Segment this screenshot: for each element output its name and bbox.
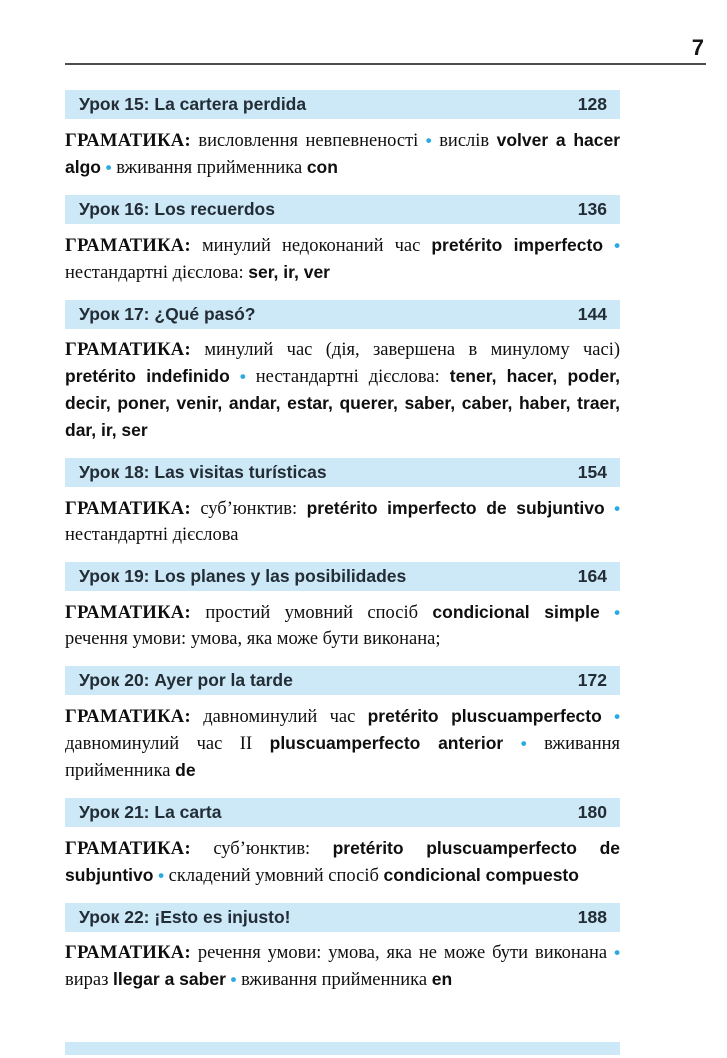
toc-section xyxy=(65,300,620,444)
grammar-text: нестандартні дієслова xyxy=(65,525,239,545)
grammar-term: pretérito pluscuamperfecto de subjuntivo xyxy=(65,838,620,885)
grammar-text: давноминулий час II xyxy=(65,734,253,754)
grammar-description xyxy=(65,232,620,286)
grammar-description xyxy=(65,495,620,548)
grammar-term: condicional simple xyxy=(432,602,600,622)
lesson-title: Урок 15: La cartera perdida xyxy=(79,94,307,114)
toc-section xyxy=(65,90,620,181)
bullet-separator: • xyxy=(105,158,112,177)
toc-section xyxy=(65,195,620,286)
bullet-separator: • xyxy=(158,866,165,885)
lesson-page-number: 154 xyxy=(577,462,607,482)
grammar-term: con xyxy=(306,157,338,177)
lesson-page-number: 180 xyxy=(577,802,607,822)
lesson-header-bar xyxy=(65,798,620,827)
grammar-text: речення умови: умова, яка не може бути виконана xyxy=(197,943,608,963)
lesson-page-number: 188 xyxy=(577,907,607,927)
grammar-label: ГРАМАТИКА: xyxy=(65,943,191,963)
lesson-page-number: 144 xyxy=(577,304,607,324)
toc-section xyxy=(65,458,620,548)
grammar-label: ГРАМАТИКА: xyxy=(65,340,191,360)
lesson-title: Урок 18: Las visitas turísticas xyxy=(79,462,327,482)
grammar-description xyxy=(65,940,620,993)
bullet-separator: • xyxy=(614,603,621,622)
grammar-label: ГРАМАТИКА: xyxy=(65,839,191,859)
bullet-separator: • xyxy=(520,734,527,753)
grammar-text: вираз xyxy=(65,970,109,990)
toc-section xyxy=(65,903,620,993)
lesson-header-bar xyxy=(65,562,620,591)
lesson-page-number: 164 xyxy=(577,566,607,586)
grammar-text: суб’юнктив: xyxy=(200,499,298,519)
lesson-title: Урок 21: La carta xyxy=(79,802,222,822)
lesson-title: Урок 20: Ayer por la tarde xyxy=(79,670,293,690)
grammar-label: ГРАМАТИКА: xyxy=(65,236,191,256)
grammar-text: речення умови: умова, яка може бути виконана; xyxy=(65,629,441,649)
toc-section xyxy=(65,562,620,652)
grammar-term: llegar a saber xyxy=(113,969,226,989)
grammar-term: pretérito imperfecto de subjuntivo xyxy=(306,498,605,518)
bullet-separator: • xyxy=(425,131,432,150)
grammar-text: суб’юнктив: xyxy=(213,839,311,859)
grammar-text: вислів xyxy=(439,131,490,151)
bullet-separator: • xyxy=(614,236,621,255)
lesson-title: Урок 16: Los recuerdos xyxy=(79,199,275,219)
bullet-separator: • xyxy=(614,707,621,726)
grammar-label: ГРАМАТИКА: xyxy=(65,499,191,519)
bullet-separator: • xyxy=(239,367,246,386)
grammar-text: вживання прийменника xyxy=(65,734,621,781)
toc-section xyxy=(65,798,620,889)
grammar-text: минулий недоконаний час xyxy=(201,236,421,256)
grammar-label: ГРАМАТИКА: xyxy=(65,603,191,623)
grammar-description xyxy=(65,835,620,889)
grammar-text: нестандартні дієслова: xyxy=(255,367,440,387)
grammar-term: de xyxy=(175,760,196,780)
bullet-separator: • xyxy=(614,943,621,962)
grammar-description xyxy=(65,599,620,652)
lesson-title: Урок 22: ¡Esto es injusto! xyxy=(79,907,291,927)
page-header xyxy=(65,36,706,65)
grammar-description xyxy=(65,337,620,444)
grammar-term: pretérito indefinido xyxy=(65,366,230,386)
grammar-term: volver a hacer algo xyxy=(65,130,621,177)
grammar-term: pluscuamperfecto anterior xyxy=(269,733,504,753)
next-lesson-bar-partial xyxy=(65,1042,620,1055)
grammar-label: ГРАМАТИКА: xyxy=(65,131,191,151)
grammar-description xyxy=(65,127,620,181)
page-number: 7 xyxy=(691,35,704,60)
grammar-text: висловлення невпевненості xyxy=(198,131,419,151)
grammar-term: tener, hacer, poder, decir, poner, venir, andar, estar, querer, saber, caber, haber, traer, dar, ir, ser xyxy=(65,366,620,440)
toc-section xyxy=(65,666,620,784)
grammar-term: ser, ir, ver xyxy=(248,262,330,282)
lesson-header-bar xyxy=(65,666,620,695)
lesson-header-bar xyxy=(65,903,620,932)
grammar-text: простий умовний спосіб xyxy=(205,603,419,623)
grammar-label: ГРАМАТИКА: xyxy=(65,707,191,727)
lesson-header-bar xyxy=(65,300,620,329)
grammar-term: en xyxy=(431,969,453,989)
lesson-page-number: 128 xyxy=(577,94,607,114)
grammar-text: вживання прийменника xyxy=(241,970,428,990)
grammar-text: минулий час (дія, завершена в минулому часі) xyxy=(204,340,621,360)
grammar-text: нестандартні дієслова: xyxy=(65,263,244,283)
bullet-separator: • xyxy=(230,970,237,989)
lesson-header-bar xyxy=(65,195,620,224)
grammar-text: складений умовний спосіб xyxy=(168,866,379,886)
grammar-term: pretérito imperfecto xyxy=(431,235,604,255)
bullet-separator: • xyxy=(614,499,621,518)
grammar-text: давноминулий час xyxy=(203,707,356,727)
lesson-header-bar xyxy=(65,458,620,487)
grammar-term: pretérito pluscuamperfecto xyxy=(367,706,602,726)
lesson-page-number: 172 xyxy=(577,670,607,690)
lesson-title: Урок 17: ¿Qué pasó? xyxy=(79,304,256,324)
lesson-page-number: 136 xyxy=(577,199,607,219)
table-of-contents xyxy=(65,90,620,993)
lesson-title: Урок 19: Los planes y las posibilidades xyxy=(79,566,407,586)
grammar-term: condicional compuesto xyxy=(383,865,579,885)
grammar-text: вживання прийменника xyxy=(116,158,303,178)
grammar-description xyxy=(65,703,620,784)
lesson-header-bar xyxy=(65,90,620,119)
